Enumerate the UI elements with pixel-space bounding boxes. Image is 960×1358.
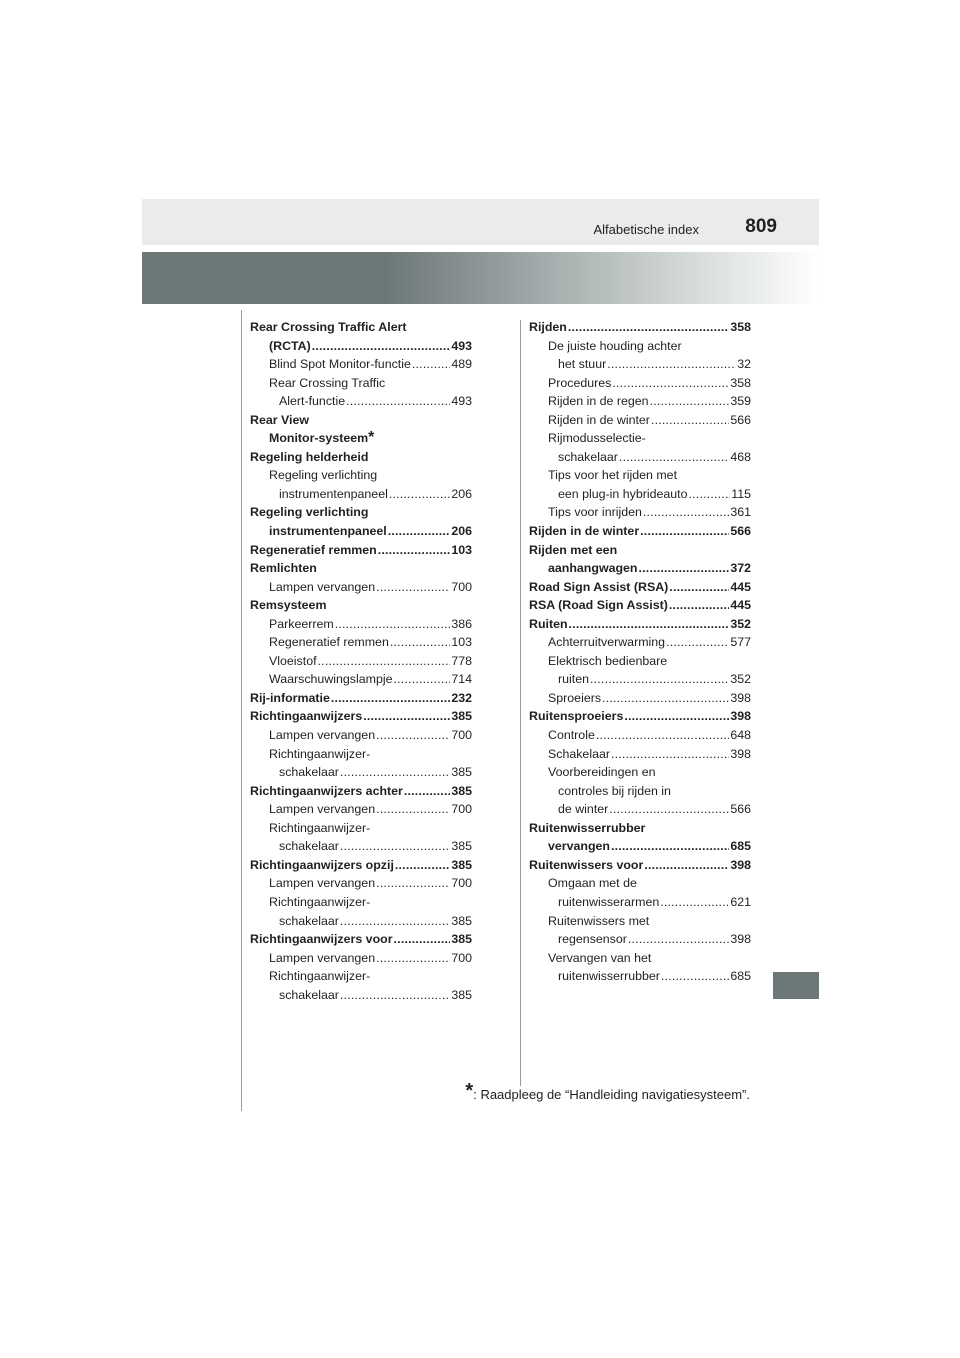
- dot-leader: [339, 837, 450, 856]
- dot-leader: [362, 707, 450, 726]
- index-entry-text: instrumentenpaneel: [269, 524, 387, 539]
- index-entry-text: Ruitenwissers voor: [529, 857, 644, 872]
- dot-leader: [330, 689, 450, 708]
- index-entry: [529, 745, 751, 764]
- index-entry: [250, 318, 472, 337]
- index-entry-page: 385: [451, 765, 472, 780]
- index-entry-text: Controle: [548, 728, 595, 743]
- index-entry-text: Road Sign Assist (RSA): [529, 579, 669, 594]
- index-entry: [250, 800, 472, 819]
- dot-leader: [339, 912, 450, 931]
- index-entry-text: Rijden in de regen: [548, 394, 649, 409]
- index-entry-page: 566: [730, 802, 751, 817]
- dot-leader: [394, 856, 450, 875]
- page-number: 809: [745, 216, 777, 237]
- index-entry: [250, 615, 472, 634]
- index-entry: [250, 448, 472, 467]
- index-entry: [529, 541, 751, 560]
- dot-leader: [375, 578, 450, 597]
- index-entry-page: 352: [730, 616, 751, 631]
- index-entry: [529, 689, 751, 708]
- index-entry-page: 115: [731, 486, 751, 501]
- index-entry-text: Procedures: [548, 375, 612, 390]
- index-entry-page: 468: [730, 449, 751, 464]
- index-entry-text: De juiste houding achter: [548, 338, 682, 353]
- index-entry-page: 445: [730, 579, 751, 594]
- index-entry: [250, 837, 472, 856]
- index-entry-text: Ruiten: [529, 616, 568, 631]
- index-entry: [529, 763, 751, 782]
- dot-leader: [618, 448, 729, 467]
- index-entry: [250, 485, 472, 504]
- dot-leader: [334, 615, 451, 634]
- index-entry-text: Rijden in de winter: [548, 412, 650, 427]
- dot-leader: [375, 800, 450, 819]
- index-entry: [529, 559, 751, 578]
- index-entry: [529, 967, 751, 986]
- index-entry: [529, 615, 751, 634]
- index-entry: [529, 374, 751, 393]
- index-entry: [529, 522, 751, 541]
- dot-leader: [688, 485, 731, 504]
- index-entry: [250, 652, 472, 671]
- index-entry-page: 358: [730, 375, 751, 390]
- index-entry: [250, 466, 472, 485]
- index-entry-text: Richtingaanwijzer-: [269, 969, 371, 984]
- dot-leader: [339, 763, 450, 782]
- index-entry-text: Tips voor het rijden met: [548, 468, 678, 483]
- index-entry-page: 700: [451, 876, 472, 891]
- index-entry-page: 385: [451, 783, 472, 798]
- index-entry-page: 493: [451, 338, 472, 353]
- index-entry-text: Richtingaanwijzers achter: [250, 783, 403, 798]
- index-entry-text: ruiten: [558, 672, 589, 687]
- index-entry: [529, 874, 751, 893]
- index-entry: [529, 466, 751, 485]
- index-column-left: [250, 318, 472, 1004]
- index-entry-page: 385: [451, 857, 472, 872]
- index-entry-text: Rear View: [250, 412, 310, 427]
- index-entry-text: Lampen vervangen: [269, 950, 376, 965]
- index-entry: [250, 392, 472, 411]
- index-entry: [529, 652, 751, 671]
- index-entry-text: Richtingaanwijzers voor: [250, 932, 393, 947]
- dot-leader: [375, 874, 450, 893]
- index-entry-text: schakelaar: [279, 765, 339, 780]
- dot-leader: [660, 967, 729, 986]
- index-entry: [250, 411, 472, 430]
- index-entry-text: Richtingaanwijzers opzij: [250, 857, 394, 872]
- index-entry-text: Voorbereidingen en: [548, 765, 656, 780]
- index-entry-text: het stuur: [558, 357, 607, 372]
- index-entry-text: Blind Spot Monitor-functie: [269, 357, 411, 372]
- index-entry-page: 577: [730, 635, 751, 650]
- index-entry-text: regensensor: [558, 932, 627, 947]
- index-entry-page: 206: [451, 524, 472, 539]
- index-entry-page: 385: [451, 709, 472, 724]
- index-entry: [250, 337, 472, 356]
- index-entry: [250, 596, 472, 615]
- dot-leader: [608, 800, 729, 819]
- index-entry-page: 386: [451, 616, 472, 631]
- section-thumb-tab: [773, 972, 819, 999]
- index-entry-text: controles bij rijden in: [558, 783, 671, 798]
- index-entry: [250, 559, 472, 578]
- dot-leader: [668, 578, 729, 597]
- index-entry-text: Regeling verlichting: [250, 505, 369, 520]
- dot-leader: [377, 541, 451, 560]
- index-entry-text: Achterruitverwarming: [548, 635, 666, 650]
- dot-leader: [659, 893, 729, 912]
- index-entry-page: 493: [451, 394, 472, 409]
- index-entry-text: Vervangen van het: [548, 950, 652, 965]
- index-entry: [529, 596, 751, 615]
- dot-leader: [611, 374, 729, 393]
- index-entry-page: 700: [451, 802, 472, 817]
- index-entry-text: Lampen vervangen: [269, 876, 376, 891]
- index-entry-text: ruitenwisserarmen: [558, 894, 660, 909]
- index-entry: [250, 670, 472, 689]
- index-entry-text: schakelaar: [279, 839, 339, 854]
- index-entry-page: 103: [451, 542, 472, 557]
- index-entry: [529, 392, 751, 411]
- index-entry-text: Parkeerrem: [269, 616, 334, 631]
- index-entry-text: schakelaar: [558, 449, 618, 464]
- index-entry: [250, 782, 472, 801]
- index-entry: [250, 819, 472, 838]
- index-entry-text: Omgaan met de: [548, 876, 637, 891]
- dot-leader: [317, 652, 451, 671]
- dot-leader: [668, 596, 729, 615]
- dot-leader: [649, 392, 730, 411]
- index-entry-text: schakelaar: [279, 987, 339, 1002]
- footnote-symbol: *: [465, 1080, 474, 1102]
- index-entry-page: 398: [730, 932, 751, 947]
- index-entry: [250, 986, 472, 1005]
- index-entry-page: 700: [451, 950, 472, 965]
- dot-leader: [567, 318, 729, 337]
- index-entry-text: Rijden in de winter: [529, 524, 640, 539]
- index-entry: [250, 503, 472, 522]
- dot-leader: [650, 411, 729, 430]
- dot-leader: [568, 615, 730, 634]
- index-entry-text: Alert-functie: [279, 394, 346, 409]
- index-entry-page: 103: [451, 635, 472, 650]
- index-entry-text: Regeling helderheid: [250, 449, 369, 464]
- index-entry: [529, 355, 751, 374]
- index-entry-page: 489: [451, 357, 472, 372]
- index-entry-text: Lampen vervangen: [269, 579, 376, 594]
- dot-leader: [643, 856, 729, 875]
- index-entry-text: Elektrisch bedienbare: [548, 653, 668, 668]
- index-entry-text: instrumentenpaneel: [279, 486, 388, 501]
- index-entry-page: 232: [451, 690, 472, 705]
- index-entry: [529, 930, 751, 949]
- dot-leader: [606, 355, 736, 374]
- index-entry-text: Waarschuwingslampje: [269, 672, 393, 687]
- index-entry: [250, 707, 472, 726]
- index-entry: Monitor-systeem *: [269, 429, 375, 447]
- index-entry-text: Rij-informatie: [250, 690, 330, 705]
- index-entry: [250, 689, 472, 708]
- index-entry-text: Richtingaanwijzer-: [269, 746, 371, 761]
- footnote-text: : Raadpleeg de “Handleiding navigatiesysteem”.: [473, 1087, 750, 1102]
- index-entry: [529, 411, 751, 430]
- index-entry-text: Lampen vervangen: [269, 802, 376, 817]
- index-entry: [250, 893, 472, 912]
- index-entry-text: Vloeistof: [269, 653, 317, 668]
- column-divider: [520, 320, 521, 1086]
- index-entry-page: 648: [730, 728, 751, 743]
- index-entry-text: Regeneratief remmen: [250, 542, 377, 557]
- index-entry-text: Remsysteem: [250, 598, 327, 613]
- index-entry-text: Rijden: [529, 320, 567, 334]
- index-column-right: [529, 318, 751, 986]
- index-entry-page: 566: [730, 412, 751, 427]
- index-entry: [529, 578, 751, 597]
- index-entry-text: schakelaar: [279, 913, 339, 928]
- dot-leader: [411, 355, 450, 374]
- index-entry: [250, 930, 472, 949]
- index-entry-page: 361: [730, 505, 751, 520]
- index-entry: [529, 337, 751, 356]
- index-entry: [529, 633, 751, 652]
- index-entry-page: 385: [451, 913, 472, 928]
- index-entry-text: Ruitenwisserrubber: [529, 820, 646, 835]
- index-entry: [250, 763, 472, 782]
- index-entry: [529, 949, 751, 968]
- index-entry-page: 700: [451, 579, 472, 594]
- index-entry-text: Richtingaanwijzer-: [269, 894, 371, 909]
- index-entry-text: vervangen: [548, 839, 610, 854]
- index-entry-text: aanhangwagen: [548, 561, 638, 576]
- index-entry: [250, 726, 472, 745]
- index-entry-text: Richtingaanwijzers: [250, 709, 363, 724]
- dot-leader: [345, 392, 450, 411]
- index-entry-text: Remlichten: [250, 561, 317, 576]
- index-entry-page: 385: [451, 987, 472, 1002]
- index-entry: [250, 541, 472, 560]
- dot-leader: [627, 930, 729, 949]
- index-entry-text: Richtingaanwijzer-: [269, 820, 371, 835]
- index-entry-page: 358: [730, 320, 751, 334]
- index-entry-page: 778: [451, 653, 472, 668]
- index-entry-page: 398: [730, 746, 751, 761]
- index-entry: [250, 949, 472, 968]
- index-entry-page: 714: [451, 672, 472, 687]
- index-entry-page: 700: [451, 728, 472, 743]
- index-entry-text: Ruitensproeiers: [529, 709, 624, 724]
- index-entry: [529, 800, 751, 819]
- index-entry: [529, 485, 751, 504]
- dot-leader: [403, 782, 450, 801]
- index-entry-page: 621: [730, 894, 751, 909]
- index-entry-text: Rijden met een: [529, 542, 618, 557]
- index-entry: [250, 874, 472, 893]
- index-entry-page: 398: [730, 709, 751, 724]
- index-entry-text: Monitor-systeem: [269, 431, 369, 446]
- dot-leader: [595, 726, 729, 745]
- index-entry: [529, 726, 751, 745]
- index-entry-text: Schakelaar: [548, 746, 610, 761]
- index-entry-page: 385: [451, 839, 472, 854]
- index-entry-page: 359: [730, 394, 751, 409]
- section-title: Alfabetische index: [593, 222, 699, 237]
- index-entry: [250, 522, 472, 541]
- index-entry: [250, 355, 472, 374]
- page-header: [142, 199, 819, 245]
- index-entry-page: 385: [451, 932, 472, 947]
- index-entry-page: 566: [730, 524, 751, 539]
- header-gradient-band: [142, 252, 819, 304]
- index-entry-page: 206: [451, 486, 472, 501]
- index-entry: [529, 318, 751, 337]
- index-entry-text: Rear Crossing Traffic: [269, 375, 386, 390]
- index-entry-text: Regeling verlichting: [269, 468, 378, 483]
- index-entry-page: 685: [730, 839, 751, 854]
- left-margin-rule: [241, 310, 242, 1111]
- footnote: [450, 1080, 750, 1102]
- index-entry: [529, 429, 751, 448]
- dot-leader: [601, 689, 729, 708]
- index-entry-page: 398: [730, 857, 751, 872]
- index-entry-text: een plug-in hybrideauto: [558, 486, 688, 501]
- dot-leader: [610, 837, 729, 856]
- index-entry-page: 32: [737, 357, 751, 372]
- index-entry-text: ruitenwisserrubber: [558, 969, 660, 984]
- index-entry-page: 445: [730, 598, 751, 613]
- index-entry-text: Tips voor inrijden: [548, 505, 642, 520]
- index-entry-page: 398: [730, 690, 751, 705]
- index-entry-text: Regeneratief remmen: [269, 635, 389, 650]
- index-entry: [529, 819, 751, 838]
- index-entry: [529, 837, 751, 856]
- dot-leader: [589, 670, 729, 689]
- index-entry: [529, 448, 751, 467]
- index-entry: [529, 856, 751, 875]
- index-entry-page: 372: [730, 561, 751, 576]
- dot-leader: [665, 633, 729, 652]
- dot-leader: [387, 522, 451, 541]
- dot-leader: [311, 337, 451, 356]
- index-entry-page: 352: [730, 672, 751, 687]
- index-entry: [529, 893, 751, 912]
- dot-leader: [393, 670, 451, 689]
- dot-leader: [375, 726, 450, 745]
- dot-leader: [642, 503, 729, 522]
- dot-leader: [388, 485, 450, 504]
- index-entry-text: (RCTA): [269, 338, 311, 353]
- dot-leader: [610, 745, 729, 764]
- dot-leader: [623, 707, 729, 726]
- index-entry: [250, 374, 472, 393]
- index-entry: [250, 856, 472, 875]
- dot-leader: [389, 633, 450, 652]
- dot-leader: [393, 930, 451, 949]
- dot-leader: [375, 949, 450, 968]
- index-entry: [529, 707, 751, 726]
- index-entry-page: 685: [730, 969, 751, 984]
- index-entry-text: RSA (Road Sign Assist): [529, 598, 668, 613]
- index-entry-text: de winter: [558, 802, 609, 817]
- index-entry: [529, 912, 751, 931]
- index-entry: [250, 912, 472, 931]
- index-entry: [529, 782, 751, 801]
- index-entry: [529, 503, 751, 522]
- index-entry-text: Sproeiers: [548, 690, 602, 705]
- dot-leader: [339, 986, 450, 1005]
- index-entry: [250, 578, 472, 597]
- dot-leader: [639, 522, 729, 541]
- index-entry: [250, 633, 472, 652]
- index-entry-text: Rear Crossing Traffic Alert: [250, 320, 407, 334]
- index-entry-text: Lampen vervangen: [269, 728, 376, 743]
- index-entry: [250, 967, 472, 986]
- dot-leader: [638, 559, 730, 578]
- index-entry: [529, 670, 751, 689]
- index-entry-text: Rijmodusselectie-: [548, 431, 646, 446]
- index-entry-text: Ruitenwissers met: [548, 913, 650, 928]
- index-entry: [250, 745, 472, 764]
